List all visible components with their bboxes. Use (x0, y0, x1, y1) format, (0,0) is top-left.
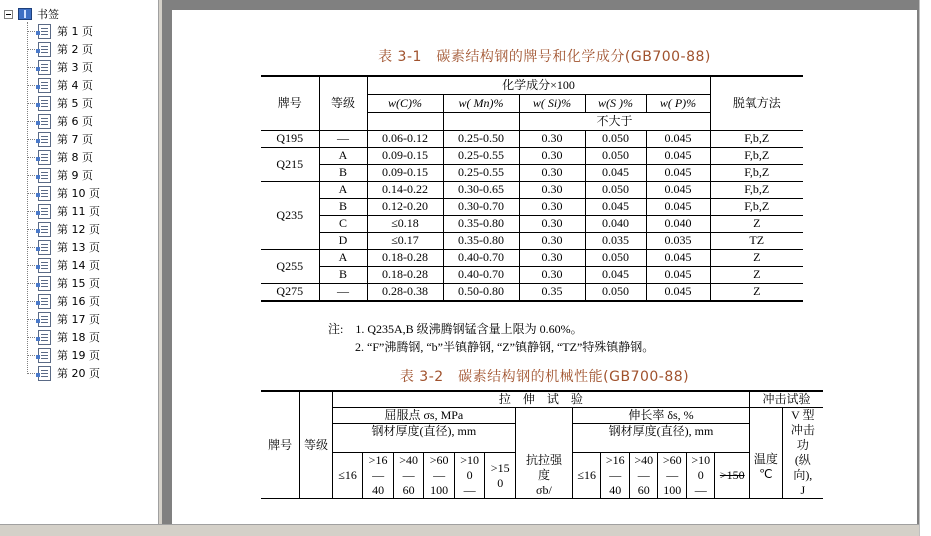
page-bookmark-icon (38, 366, 51, 381)
table-cell: B (319, 198, 367, 215)
table-cell: 0.045 (585, 266, 646, 283)
right-edge (919, 0, 931, 536)
table-cell: 0.30 (519, 215, 585, 232)
t2-y-40-60: >40 — 60 (393, 453, 424, 499)
table-cell: A (319, 147, 367, 164)
table-cell: D (319, 232, 367, 249)
table-cell: 0.50-0.80 (443, 283, 519, 301)
table-cell: 0.045 (585, 164, 646, 181)
bookmark-item-label: 第 11 页 (57, 205, 100, 218)
table-cell: F,b,Z (710, 164, 803, 181)
table-cell: 0.050 (585, 181, 646, 198)
table-row (261, 198, 803, 215)
table-cell: 0.30 (519, 198, 585, 215)
page-bookmark-icon (38, 348, 51, 363)
bookmark-item-label: 第 18 页 (57, 331, 100, 344)
table-cell: 0.30 (519, 249, 585, 266)
bookmark-item[interactable] (0, 58, 158, 76)
page-bookmark-icon (38, 78, 51, 93)
table1-title: 表 3-1 碳素结构钢的牌号和化学成分(GB700-88) (378, 49, 711, 65)
table1-notes (328, 320, 654, 356)
col-deox: 脱氧方法 (710, 76, 803, 130)
bookmark-item[interactable] (0, 238, 158, 256)
table-cell: 0.050 (585, 130, 646, 147)
page-bookmark-icon (38, 132, 51, 147)
bookmark-item-label: 第 2 页 (57, 43, 93, 56)
table-cell: 0.045 (646, 164, 710, 181)
table-cell: 0.050 (585, 249, 646, 266)
table-row (261, 147, 803, 164)
bookmark-book-icon (18, 8, 32, 20)
page-bookmark-icon (38, 312, 51, 327)
table-cell: 0.12-0.20 (367, 198, 443, 215)
page-bookmark-icon (38, 24, 51, 39)
t2-y-100-150: >10 0 — (454, 453, 485, 499)
bookmark-item-label: 第 7 页 (57, 133, 93, 146)
bookmark-item[interactable] (0, 310, 158, 328)
bookmark-item-label: 第 5 页 (57, 97, 93, 110)
page-bookmark-icon (38, 222, 51, 237)
bookmark-item-label: 第 20 页 (57, 367, 100, 380)
t2-e-le16: ≤16 (572, 453, 601, 499)
table-row (261, 283, 803, 301)
bookmark-item[interactable] (0, 328, 158, 346)
bookmark-item-label: 第 14 页 (57, 259, 100, 272)
bookmark-item-label: 第 16 页 (57, 295, 100, 308)
table-cell: — (319, 130, 367, 147)
table-cell: 0.30-0.70 (443, 198, 519, 215)
col-mn: w( Mn)% (443, 94, 519, 112)
t2-y-16-40: >16 — 40 (363, 453, 394, 499)
t2-e-16-40: >16 — 40 (601, 453, 630, 499)
table-cell: 0.35-0.80 (443, 232, 519, 249)
t2-strength-header: 抗拉强 度 σb/ (515, 408, 572, 499)
bookmark-item-label: 第 19 页 (57, 349, 100, 362)
document-pane (162, 0, 919, 524)
document-page (172, 10, 917, 524)
table-cell: F,b,Z (710, 198, 803, 215)
bookmark-item[interactable] (0, 184, 158, 202)
table-cell: 0.35 (519, 283, 585, 301)
table-cell: F,b,Z (710, 181, 803, 198)
col-p: w( P)% (646, 94, 710, 112)
t2-e-gt150: >150 (715, 453, 750, 499)
bookmark-item[interactable] (0, 148, 158, 166)
bookmark-item[interactable] (0, 40, 158, 58)
bookmark-item[interactable] (0, 22, 158, 40)
bottom-scrollbar[interactable] (0, 524, 919, 536)
t2-tensile-group: 拉 伸 试 验 (332, 391, 749, 408)
grade-cell: Q255 (261, 249, 319, 283)
bookmark-item[interactable] (0, 112, 158, 130)
table-cell: 0.35-0.80 (443, 215, 519, 232)
table-cell: 0.25-0.55 (443, 147, 519, 164)
bookmark-item-label: 第 17 页 (57, 313, 100, 326)
bookmark-root-label: 书签 (37, 8, 59, 21)
table-row (261, 232, 803, 249)
table-cell: 0.040 (585, 215, 646, 232)
table-cell: 0.035 (585, 232, 646, 249)
table-cell: ≤0.18 (367, 215, 443, 232)
table-row (261, 164, 803, 181)
table-cell: 0.28-0.38 (367, 283, 443, 301)
bookmark-pane (0, 0, 158, 524)
grade-cell: Q235 (261, 181, 319, 249)
col-s: w(S )% (585, 94, 646, 112)
bookmark-item-label: 第 6 页 (57, 115, 93, 128)
table-row (261, 266, 803, 283)
table-cell: 0.30 (519, 181, 585, 198)
table-cell: Z (710, 283, 803, 301)
table-cell: Z (710, 266, 803, 283)
bookmark-list (0, 22, 158, 382)
bookmark-item[interactable] (0, 202, 158, 220)
bookmark-item-label: 第 1 页 (57, 25, 93, 38)
t2-col-level: 等级 (300, 391, 333, 499)
page-bookmark-icon (38, 114, 51, 129)
table-cell: 0.14-0.22 (367, 181, 443, 198)
table-cell: 0.30 (519, 164, 585, 181)
bookmark-item-label: 第 12 页 (57, 223, 100, 236)
table-cell: 0.09-0.15 (367, 147, 443, 164)
t2-y-gt150: >15 0 (485, 453, 516, 499)
bookmark-item-label: 第 10 页 (57, 187, 100, 200)
table-cell: Z (710, 215, 803, 232)
table-cell: A (319, 181, 367, 198)
t2-temp-header: 温度 ℃ (750, 408, 783, 499)
t2-e-60-100: >60 — 100 (658, 453, 687, 499)
table-cell: 0.18-0.28 (367, 266, 443, 283)
t2-impact-group: 冲击试验 (750, 391, 823, 408)
t2-impact-work-header: V 型 冲击 功 (纵 向), J (782, 408, 823, 499)
t2-y-le16: ≤16 (332, 453, 363, 499)
table-cell: — (319, 283, 367, 301)
t2-elong-header: 伸长率 δs, % (572, 408, 749, 424)
table-cell: F,b,Z (710, 130, 803, 147)
col-not-greater: 不大于 (519, 112, 710, 130)
grade-cell: Q195 (261, 130, 319, 147)
table-cell: 0.045 (646, 147, 710, 164)
table-cell: 0.40-0.70 (443, 266, 519, 283)
table-cell: B (319, 164, 367, 181)
bookmark-root[interactable] (4, 6, 59, 22)
note-2: 2. “F”沸腾钢, “b”半镇静钢, “Z”镇静钢, “TZ”特殊镇静钢。 (355, 340, 655, 354)
bookmark-item-label: 第 8 页 (57, 151, 93, 164)
grade-cell: Q275 (261, 283, 319, 301)
t2-yield-header: 屈服点 σs, MPa (332, 408, 515, 424)
table-cell: 0.045 (646, 181, 710, 198)
table-cell: 0.30 (519, 266, 585, 283)
table-cell: B (319, 266, 367, 283)
table-cell: 0.040 (646, 215, 710, 232)
table-cell: 0.09-0.15 (367, 164, 443, 181)
bookmark-item[interactable] (0, 274, 158, 292)
table-cell: 0.40-0.70 (443, 249, 519, 266)
table-cell: 0.045 (646, 283, 710, 301)
table-row (261, 130, 803, 147)
table-cell: 0.045 (646, 130, 710, 147)
table-cell: ≤0.17 (367, 232, 443, 249)
page-bookmark-icon (38, 60, 51, 75)
grade-cell: Q215 (261, 147, 319, 181)
t2-thickness-header-2: 钢材厚度(直径), mm (572, 424, 749, 453)
table-cell: C (319, 215, 367, 232)
col-c: w(C)% (367, 94, 443, 112)
col-chem-group: 化学成分×100 (367, 76, 710, 94)
table-cell: 0.050 (585, 147, 646, 164)
t2-thickness-header-1: 钢材厚度(直径), mm (332, 424, 515, 453)
mechanical-properties-table (261, 390, 823, 499)
bookmark-item[interactable] (0, 76, 158, 94)
table-cell: 0.045 (585, 198, 646, 215)
page-bookmark-icon (38, 258, 51, 273)
table-cell: 0.050 (585, 283, 646, 301)
bookmark-item[interactable] (0, 346, 158, 364)
table-row (261, 181, 803, 198)
page-bookmark-icon (38, 204, 51, 219)
bookmark-item[interactable] (0, 292, 158, 310)
page-bookmark-icon (38, 168, 51, 183)
col-level: 等级 (319, 76, 367, 130)
col-si: w( Si)% (519, 94, 585, 112)
table-cell: Z (710, 249, 803, 266)
table-cell: 0.045 (646, 249, 710, 266)
page-bookmark-icon (38, 150, 51, 165)
table-cell: 0.045 (646, 266, 710, 283)
bookmark-item-label: 第 13 页 (57, 241, 100, 254)
page-bookmark-icon (38, 294, 51, 309)
page-bookmark-icon (38, 330, 51, 345)
bookmark-item-label: 第 9 页 (57, 169, 93, 182)
page-bookmark-icon (38, 276, 51, 291)
table2-title: 表 3-2 碳素结构钢的机械性能(GB700-88) (399, 369, 690, 385)
bookmark-item-label: 第 3 页 (57, 61, 93, 74)
table-cell: 0.30 (519, 130, 585, 147)
bookmark-item[interactable] (0, 256, 158, 274)
page-bookmark-icon (38, 42, 51, 57)
bookmark-item-label: 第 15 页 (57, 277, 100, 290)
bookmark-item[interactable] (0, 94, 158, 112)
table-cell: 0.30 (519, 232, 585, 249)
table-cell: 0.25-0.50 (443, 130, 519, 147)
note-1: 注: 1. Q235A,B 级沸腾钢锰含量上限为 0.60%。 (328, 322, 583, 336)
collapse-icon[interactable] (4, 10, 13, 19)
table-cell: 0.18-0.28 (367, 249, 443, 266)
table-cell: 0.045 (646, 198, 710, 215)
table-cell: 0.25-0.55 (443, 164, 519, 181)
table-cell: 0.30 (519, 147, 585, 164)
col-grade: 牌号 (261, 76, 319, 130)
page-bookmark-icon (38, 240, 51, 255)
table-cell: A (319, 249, 367, 266)
bookmark-item[interactable] (0, 220, 158, 238)
t2-col-grade: 牌号 (261, 391, 300, 499)
t2-e-40-60: >40 — 60 (629, 453, 658, 499)
table-row (261, 215, 803, 232)
t2-y-60-100: >60 — 100 (424, 453, 455, 499)
chemical-composition-table (261, 75, 803, 302)
table-cell: 0.06-0.12 (367, 130, 443, 147)
page-bookmark-icon (38, 96, 51, 111)
bookmark-item[interactable] (0, 130, 158, 148)
bookmark-item[interactable] (0, 166, 158, 184)
table-cell: 0.30-0.65 (443, 181, 519, 198)
table-row (261, 249, 803, 266)
page-bookmark-icon (38, 186, 51, 201)
bookmark-item[interactable] (0, 364, 158, 382)
table-cell: 0.035 (646, 232, 710, 249)
bookmark-item-label: 第 4 页 (57, 79, 93, 92)
t2-e-100-150: >10 0 — (686, 453, 715, 499)
table-cell: F,b,Z (710, 147, 803, 164)
table-cell: TZ (710, 232, 803, 249)
